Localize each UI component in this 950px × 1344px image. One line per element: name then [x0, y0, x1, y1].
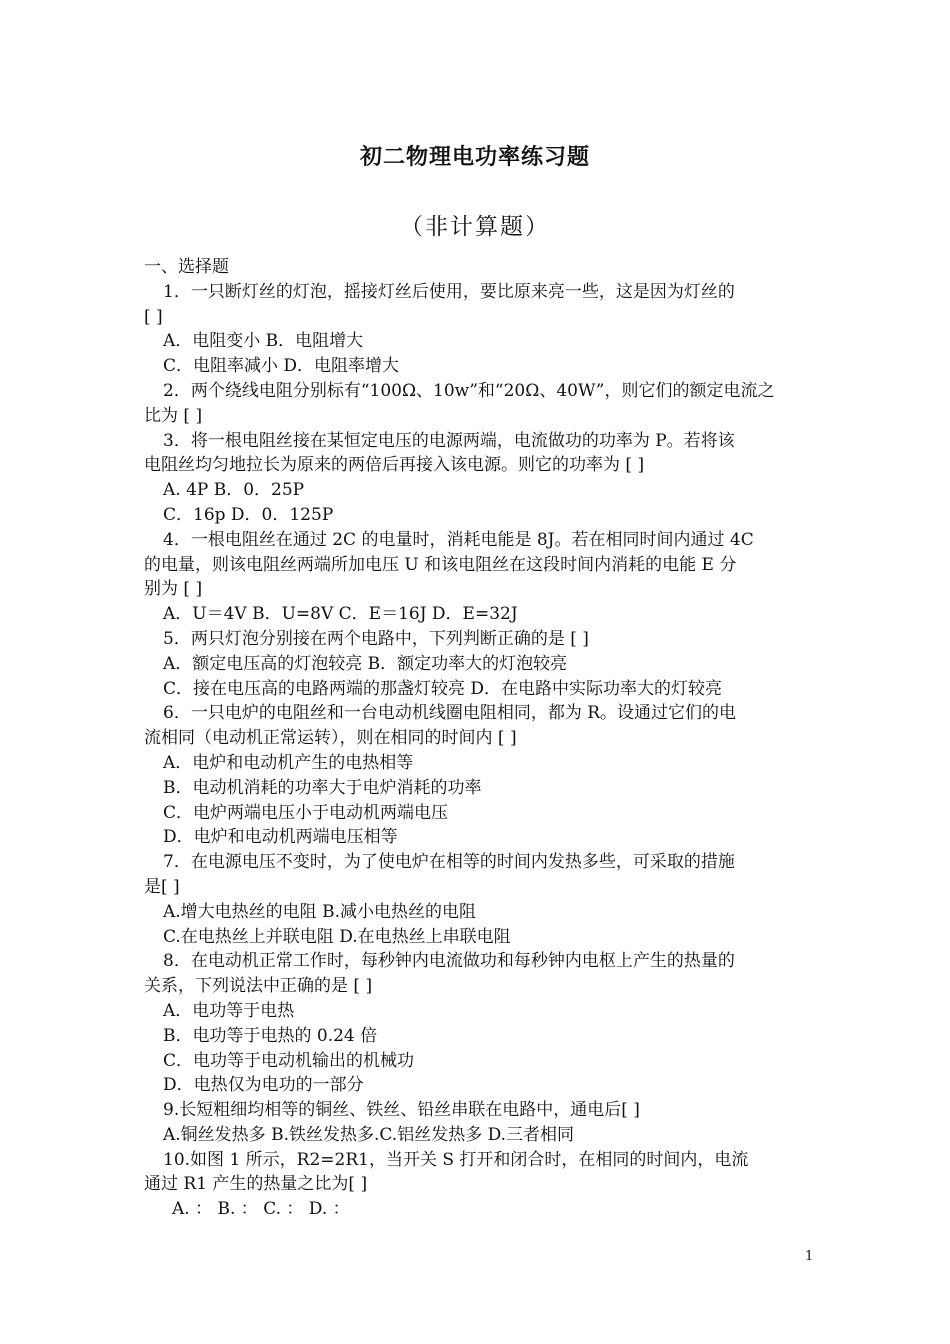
text-line: B．电动机消耗的功率大于电炉消耗的功率 [163, 777, 482, 798]
text-line: 流相同（电动机正常运转），则在相同的时间内 [ ] [144, 728, 517, 749]
text-line: A．U＝4V B．U=8V C．E＝16J D．E=32J [163, 604, 518, 625]
text-line: C．电功等于电动机输出的机械功 [163, 1050, 415, 1071]
text-line: C.在电热丝上并联电阻 D.在电热丝上串联电阻 [163, 926, 511, 947]
text-line: C．接在电压高的电路两端的那盏灯较亮 D．在电路中实际功率大的灯较亮 [163, 678, 723, 699]
text-line: A.增大电热丝的电阻 B.减小电热丝的电阻 [163, 901, 476, 922]
text-line: A. ： B. ： C. ： D. ： [172, 1199, 350, 1220]
text-line: C．电阻率减小 D．电阻率增大 [163, 356, 400, 377]
text-line: 是[ ] [144, 876, 180, 897]
text-line: A．额定电压高的灯泡较亮 B．额定功率大的灯泡较亮 [163, 653, 568, 674]
text-line: 4．一根电阻丝在通过 2C 的电量时，消耗电能是 8J。若在相同时间内通过 4C [163, 529, 754, 550]
text-line: A. 4P B．0．25P [163, 480, 305, 501]
text-line: 7．在电源电压不变时，为了使电炉在相等的时间内发热多些，可采取的措施 [163, 852, 735, 873]
text-line: 比为 [ ] [144, 405, 203, 426]
text-line: 2．两个绕线电阻分别标有“100Ω、10w”和“20Ω、40W”，则它们的额定电流之 [163, 380, 775, 401]
text-line: A．电阻变小 B．电阻增大 [163, 331, 364, 352]
text-line: A．电炉和电动机产生的电热相等 [163, 752, 414, 773]
text-line: D．电炉和电动机两端电压相等 [163, 827, 398, 848]
text-line: 电阻丝均匀地拉长为原来的两倍后再接入该电源。则它的功率为 [ ] [144, 455, 645, 476]
text-line: 别为 [ ] [144, 579, 203, 600]
page-subtitle: （非计算题） [400, 214, 550, 240]
text-line: 关系，下列说法中正确的是 [ ] [144, 976, 373, 997]
text-line: B．电功等于电热的 0.24 倍 [163, 1025, 378, 1046]
question-body [144, 255, 809, 1222]
text-line: 9.长短粗细均相等的铜丝、铁丝、铅丝串联在电路中，通电后[ ] [163, 1100, 640, 1121]
text-line: A.铜丝发热多 B.铁丝发热多.C.铝丝发热多 D.三者相同 [163, 1124, 575, 1145]
text-line: C．16p D．0．125P [163, 504, 334, 525]
text-line: 通过 R1 产生的热量之比为[ ] [144, 1174, 368, 1195]
text-line: 6．一只电炉的电阻丝和一台电动机线圈电阻相同，都为 R。设通过它们的电 [163, 703, 737, 724]
text-line: [ ] [144, 306, 163, 327]
page-title: 初二物理电功率练习题 [359, 144, 590, 170]
text-line: A．电功等于电热 [163, 1000, 295, 1021]
text-line: C．电炉两端电压小于电动机两端电压 [163, 802, 449, 823]
text-line: 一、选择题 [144, 257, 229, 277]
text-line: 的电量，则该电阻丝两端所加电压 U 和该电阻丝在这段时间内消耗的电能 E 分 [144, 554, 737, 575]
text-line: 1．一只断灯丝的灯泡，摇接灯丝后使用，要比原来亮一些，这是因为灯丝的 [163, 281, 735, 302]
text-line: 5．两只灯泡分别接在两个电路中，下列判断正确的是 [ ] [163, 628, 589, 649]
text-line: 10.如图 1 所示，R2=2R1，当开关 S 打开和闭合时，在相同的时间内，电流 [163, 1149, 749, 1170]
text-line: 8．在电动机正常工作时，每秒钟内电流做功和每秒钟内电枢上产生的热量的 [163, 951, 735, 972]
text-line: D．电热仅为电功的一部分 [163, 1075, 364, 1096]
page-number: 1 [805, 1249, 814, 1264]
text-line: 3．将一根电阻丝接在某恒定电压的电源两端，电流做功的功率为 P。若将该 [163, 430, 735, 451]
